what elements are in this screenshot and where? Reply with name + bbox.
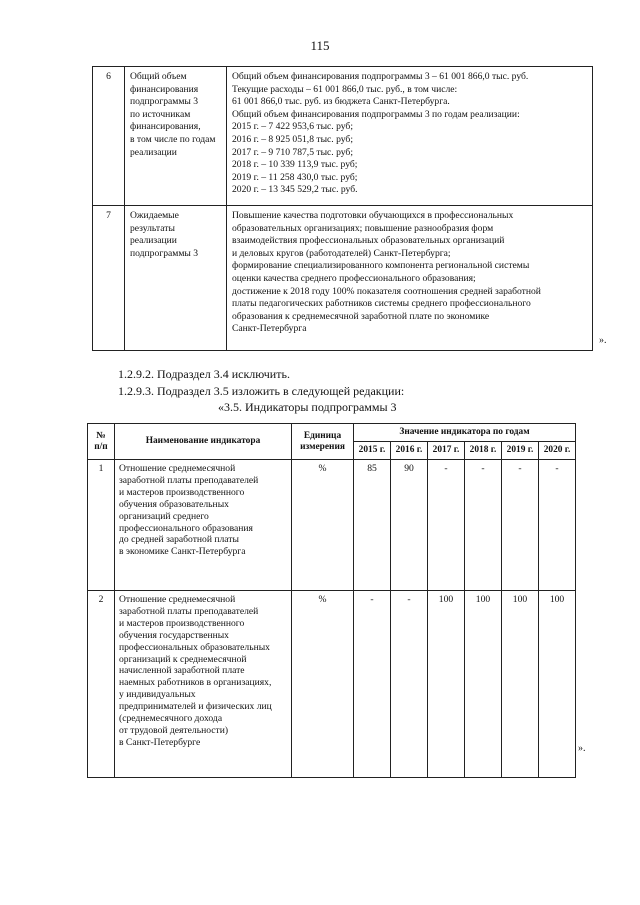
indicators-table bbox=[87, 423, 576, 778]
column-header-year: 2019 г. bbox=[502, 442, 539, 460]
row-number: 7 bbox=[93, 206, 125, 351]
column-header-unit: Единица измерения bbox=[292, 424, 354, 460]
closing-quote: ». bbox=[599, 335, 607, 346]
indicator-value: 100 bbox=[428, 591, 465, 778]
header-row bbox=[88, 424, 576, 442]
row-number: 2 bbox=[88, 591, 115, 778]
row-number: 1 bbox=[88, 460, 115, 591]
indicator-value: - bbox=[465, 460, 502, 591]
column-header-year: 2016 г. bbox=[391, 442, 428, 460]
row-label: Ожидаемые результаты реализации подпрограммы 3 bbox=[125, 206, 227, 351]
page-number: 115 bbox=[310, 38, 330, 53]
column-header-year: 2015 г. bbox=[354, 442, 391, 460]
indicator-unit: % bbox=[292, 591, 354, 778]
indicator-value: - bbox=[502, 460, 539, 591]
table-row bbox=[88, 591, 576, 778]
column-header-values: Значение индикатора по годам bbox=[354, 424, 576, 442]
indicator-value: 90 bbox=[391, 460, 428, 591]
indicator-value: - bbox=[391, 591, 428, 778]
amendment-paragraph: 1.2.9.3. Подраздел 3.5 изложить в следующей редакции: bbox=[118, 384, 405, 398]
row-label: Общий объем финансирования подпрограммы 3 по источникам финансирования, в том числе по годам реализации bbox=[125, 67, 227, 206]
indicator-unit: % bbox=[292, 460, 354, 591]
column-header-year: 2017 г. bbox=[428, 442, 465, 460]
row-number: 6 bbox=[93, 67, 125, 206]
indicator-name: Отношение среднемесячной заработной платы преподавателей и мастеров производственного обучения государственных профессиональных образовательных организаций к среднемесячной начисленной заработной плате наемных работников в организациях, у индивидуальных предпринимателей и физических лиц (среднемесячного дохода от трудовой деятельности) в Санкт-Петербурге bbox=[115, 591, 292, 778]
indicator-value: 100 bbox=[539, 591, 576, 778]
table-row bbox=[93, 67, 593, 206]
row-content: Повышение качества подготовки обучающихся в профессиональных образовательных организациях; повышение разнообразия форм взаимодействия профессиональных образовательных организаций и деловых кругов (работодателей) Санкт-Петербурга; формирование специализированного компонента региональной системы оценки качества среднего профессионального образования; достижение к 2018 году 100% показателя соотношения средней заработной платы педагогических работников системы среднего профессионального образования к среднемесячной заработной плате по экономике Санкт-Петербурга bbox=[227, 206, 593, 351]
row-content: Общий объем финансирования подпрограммы 3 – 61 001 866,0 тыс. руб. Текущие расходы – 61 001 866,0 тыс. руб., в том числе: 61 001 866,0 тыс. руб. из бюджета Санкт-Петербурга. Общий объем финансирования подпрограммы 3 по годам реализации: 2015 г. – 7 422 953,6 тыс. руб; 2016 г. – 8 925 051,8 тыс. руб; 2017 г. – 9 710 787,5 тыс. руб; 2018 г. – 10 339 113,9 тыс. руб; 2019 г. – 11 258 430,0 тыс. руб; 2020 г. – 13 345 529,2 тыс. руб. bbox=[227, 67, 593, 206]
closing-quote: ». bbox=[578, 743, 586, 754]
indicator-value: 100 bbox=[465, 591, 502, 778]
column-header-number: № п/п bbox=[88, 424, 115, 460]
table-row bbox=[88, 460, 576, 591]
indicator-value: - bbox=[354, 591, 391, 778]
table-row bbox=[93, 206, 593, 351]
indicator-value: 85 bbox=[354, 460, 391, 591]
indicator-name: Отношение среднемесячной заработной платы преподавателей и мастеров производственного обучения образовательных организаций среднего профессионального образования до средней заработной платы в экономике Санкт-Петербурга bbox=[115, 460, 292, 591]
indicator-value: - bbox=[539, 460, 576, 591]
amendment-paragraph: 1.2.9.2. Подраздел 3.4 исключить. bbox=[118, 367, 290, 381]
indicator-value: - bbox=[428, 460, 465, 591]
section-heading: «3.5. Индикаторы подпрограммы 3 bbox=[218, 400, 397, 414]
column-header-year: 2020 г. bbox=[539, 442, 576, 460]
column-header-name: Наименование индикатора bbox=[115, 424, 292, 460]
indicator-value: 100 bbox=[502, 591, 539, 778]
column-header-year: 2018 г. bbox=[465, 442, 502, 460]
subprogram-passport-table bbox=[92, 66, 593, 351]
